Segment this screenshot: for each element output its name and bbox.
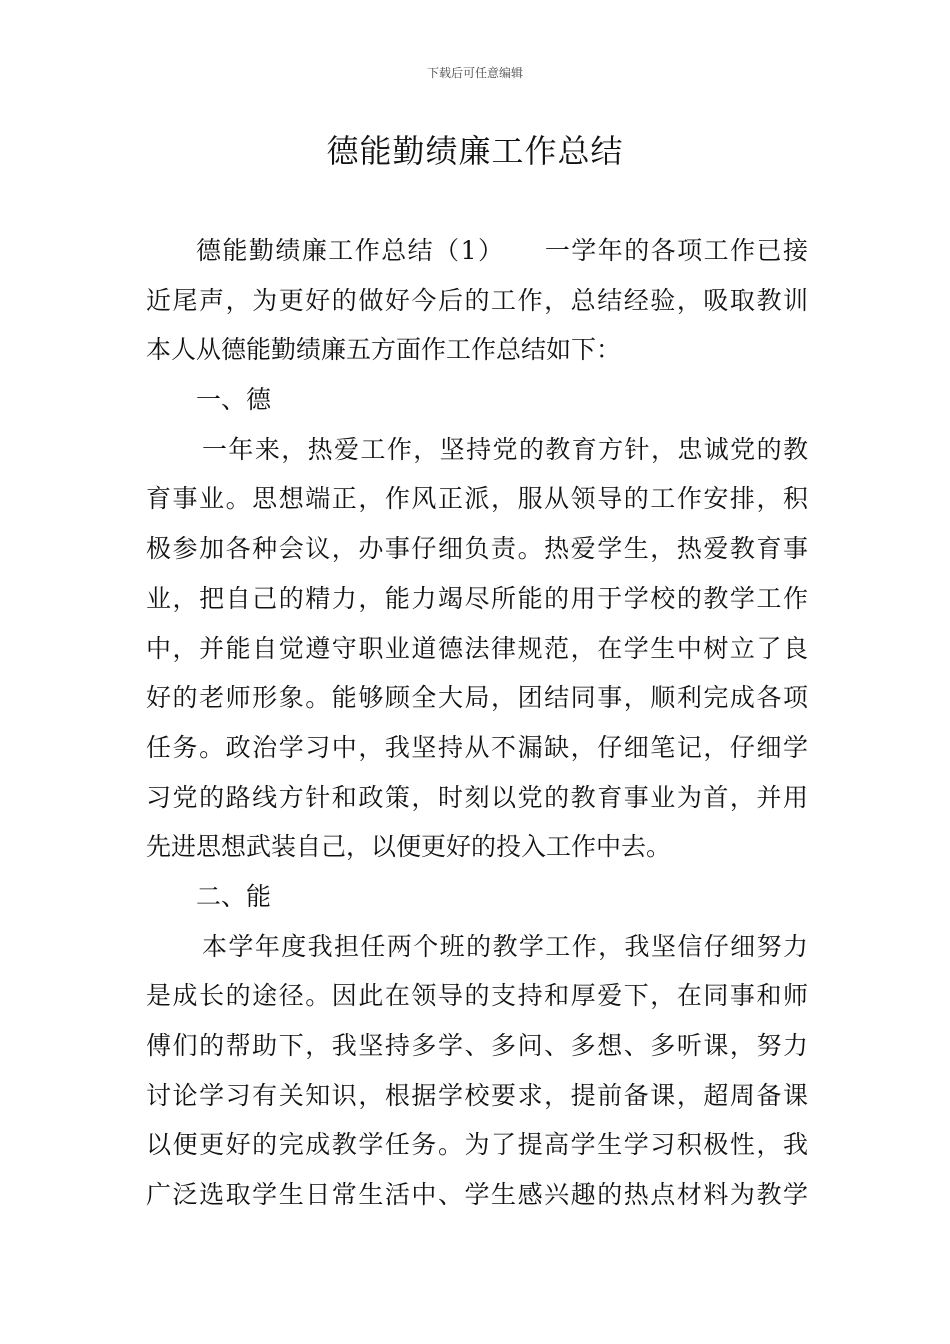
body-line: 近尾声，为更好的做好今后的工作，总结经验，吸取教训	[146, 285, 808, 315]
section-heading-neng: 二、能	[196, 881, 272, 911]
body-line: 一年来，热爱工作，坚持党的教育方针，忠诚党的教	[202, 434, 808, 464]
body-line: 德能勤绩廉工作总结（1） 一学年的各项工作已接	[196, 236, 808, 265]
body-line: 傅们的帮助下，我坚持多学、多问、多想、多听课，努力	[146, 1031, 808, 1060]
body-line: 以便更好的完成教学任务。为了提高学生学习积极性，我	[146, 1130, 808, 1160]
body-line: 任务。政治学习中，我坚持从不漏缺，仔细笔记，仔细学	[146, 732, 808, 762]
header-note: 下载后可任意编辑	[426, 66, 523, 80]
body-line: 讨论学习有关知识，根据学校要求，提前备课，超周备课	[146, 1080, 808, 1110]
section-heading-de: 一、德	[196, 385, 272, 415]
body-line: 好的老师形象。能够顾全大局，团结同事，顺利完成各项	[146, 683, 808, 713]
body-line: 是成长的途径。因此在领导的支持和厚爱下，在同事和师	[146, 981, 808, 1011]
body-line: 极参加各种会议，办事仔细负责。热爱学生，热爱教育事	[146, 534, 808, 564]
body-line: 广泛选取学生日常生活中、学生感兴趣的热点材料为教学	[146, 1180, 808, 1210]
body-line: 中，并能自觉遵守职业道德法律规范，在学生中树立了良	[146, 633, 808, 663]
body-line: 先进思想武装自己，以便更好的投入工作中去。	[146, 832, 672, 862]
body-line: 习党的路线方针和政策，时刻以党的教育事业为首，并用	[146, 782, 808, 812]
document-body	[146, 226, 808, 1220]
body-line: 业，把自己的精力，能力竭尽所能的用于学校的教学工作	[146, 583, 808, 613]
body-line: 育事业。思想端正，作风正派，服从领导的工作安排，积	[146, 484, 808, 514]
body-line: 本人从德能勤绩廉五方面作工作总结如下：	[146, 335, 622, 365]
body-line: 本学年度我担任两个班的教学工作，我坚信仔细努力	[202, 931, 808, 961]
document-title: 德能勤绩廉工作总结	[326, 132, 624, 170]
